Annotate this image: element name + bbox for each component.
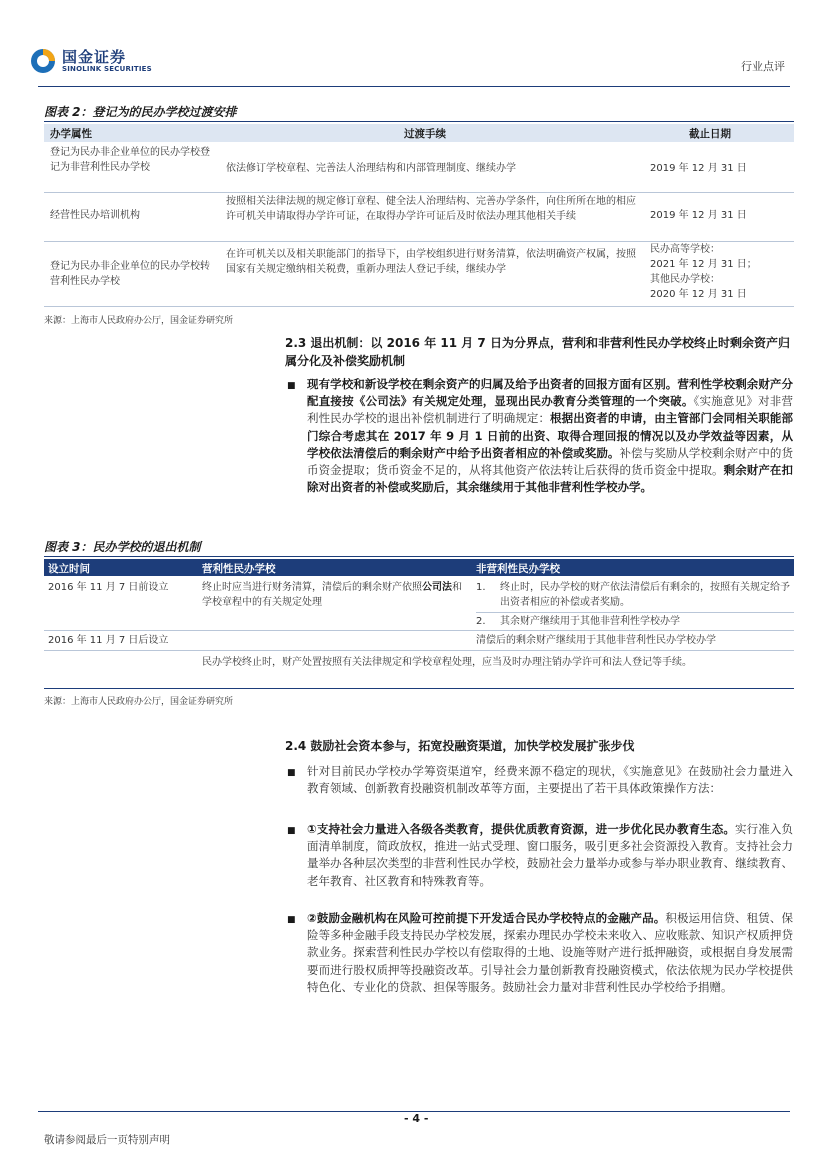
bullet-square-icon: ■: [287, 915, 296, 925]
table-3-cell-profit: [202, 580, 464, 610]
section-2-4-paragraph: 针对目前民办学校办学筹资渠道窄，经费来源不稳定的现状，《实施意见》在鼓励社会力量进入教育领域、创新教育投融资机制改革等方面，主要提出了若干具体政策操作方法：: [307, 764, 793, 796]
deadline-line: 2021 年 12 月 31 日；: [650, 259, 757, 270]
table-2-cell-attr: 登记为民办非企业单位的民办学校转营利性民办学校: [50, 261, 210, 287]
table-divider: [476, 612, 794, 613]
table-2-cell-proc: 按照相关法律法规的规定修订章程、健全法人治理结构、完善办学条件，向住所所在地的相应许可机关申请取得办学许可证，在取得办学许可证后及时依法办理其他相关手续: [226, 196, 636, 222]
figure-2-source: 来源：上海市人民政府办公厅，国金证券研究所: [44, 316, 234, 326]
table-divider: [44, 650, 794, 651]
body-text: 和学校章程中的有关规定处理: [202, 582, 462, 608]
table-3-cell-nonprofit: 清偿后的剩余财产继续用于其他非营利性民办学校办学: [476, 635, 716, 646]
table-3-cell-merged: 民办学校终止时，财产处置按照有关法律规定和学校章程处理，应当及时办理注销办学许可和法人登记等手续。: [202, 657, 692, 668]
figure-2-title: 图表 2：登记为的民办学校过渡安排: [44, 103, 794, 122]
logo-text-cn: 国金证券: [62, 48, 127, 66]
table-2-cell-deadline: [650, 242, 794, 302]
table-2-row: [44, 193, 794, 242]
section-2-4-paragraph: [307, 910, 793, 996]
document-type: 行业点评: [741, 60, 785, 73]
body-text: 终止时应当进行财务清算，清偿后的剩余财产依照: [202, 582, 422, 593]
section-2-3-heading: 2.3 退出机制：以 2016 年 11 月 7 日为分界点，营利和非营利性民办学校终止时剩余资产归属分化及补偿奖励机制: [285, 336, 790, 368]
logo-text-en: SINOLINK SECURITIES: [62, 65, 152, 73]
table-2-cell-proc: 依法修订学校章程、完善法人治理结构和内部管理制度、继续办学: [226, 163, 516, 174]
table-2-header: [44, 124, 794, 142]
emphasis-text: ①支持社会力量进入各级各类教育，提供优质教育资源，进一步优化民办教育生态。: [307, 822, 736, 836]
table-3-col-nonprofit: 非营利性民办学校: [476, 563, 560, 575]
bullet-square-icon: ■: [287, 826, 296, 836]
table-3-header: [44, 559, 794, 576]
table-2-row: [44, 144, 794, 193]
table-2-row: [44, 242, 794, 307]
table-divider: [44, 630, 794, 631]
emphasis-text: ②鼓励金融机构在风险可控前提下开发适合民办学校特点的金融产品。: [307, 911, 666, 925]
table-3-cell-nonprofit: 其余财产继续用于其他非营利性学校办学: [500, 616, 680, 627]
bullet-square-icon: ■: [287, 381, 296, 391]
body-text: 积极运用信贷、租赁、保险等多种金融手段支持民办学校发展，探索办理民办学校未来收入、应收账款、知识产权质押贷款业务。探索营利性民办学校以有偿取得的土地、设施等财产进行抵押融资，或根据自身发展需要而进行股权质押等投融资改革。引导社会力量创新教育投融资模式，依法依规为民办学校提供特色化、专业化的贷款、担保等服务。鼓励社会力量对非营利性民办学校给予捐赠。: [307, 911, 794, 994]
section-2-4-heading: 2.4 鼓励社会资本参与，拓宽投融资渠道，加快学校发展扩张步伐: [285, 739, 635, 753]
deadline-line: 2020 年 12 月 31 日: [650, 289, 747, 300]
table-divider: [44, 688, 794, 689]
body-text: 《实施意见》对非营利性民办学校的退出补偿机制进行了明确规定：: [307, 394, 794, 426]
table-2-cell-attr: 经营性民办培训机构: [50, 210, 140, 221]
page-number: - 4 -: [400, 1112, 432, 1125]
body-text: 补偿与奖励从学校剩余财产中的货币资金提取；货币资金不足的，从将其他资产依法转让后获得的货币资金中提取。: [307, 445, 794, 478]
table-2-cell-deadline: 2019 年 12 月 31 日: [650, 210, 747, 221]
header-divider: [38, 86, 790, 87]
table-3-cell-nonprofit: 终止时，民办学校的财产依法清偿后有剩余的，按照有关规定给予出资者相应的补偿或者奖励。: [500, 582, 790, 608]
table-2-col-proc: 过渡手续: [404, 128, 446, 140]
figure-3-title: 图表 3：民办学校的退出机制: [44, 538, 794, 557]
table-2-col-attr: 办学属性: [50, 128, 92, 140]
table-3-col-profit: 营利性民办学校: [202, 563, 276, 575]
emphasis-text: 现有学校和新设学校在剩余资产的归属及给予出资者的回报方面有区别。营利性学校剩余财产分配直接按《公司法》有关规定处理，显现出民办教育分类管理的一个突破。: [307, 377, 793, 409]
emphasis-text: 根据出资者的申请，由主管部门会同相关职能部门综合考虑其在 2017 年 9 月 1 日前的出资、取得合理回报的情况以及办学效益等因素，从学校依法清偿后的剩余财产中给予出资者相应的补偿或奖励。: [307, 411, 794, 460]
table-2-col-deadline: 截止日期: [689, 128, 731, 140]
table-3-cell-time: 2016 年 11 月 7 日前设立: [48, 582, 169, 593]
bullet-square-icon: ■: [287, 768, 296, 778]
company-logo: [30, 44, 170, 80]
logo-mark-icon: [30, 48, 56, 74]
body-text: 实行准入负面清单制度，简政放权，推进一站式受理、窗口服务，吸引更多社会资源投入教育。支持社会力量举办各种层次类型的非营利性民办学校，鼓励社会力量举办或参与举办职业教育、继续教育、老年教育、社区教育和特殊教育等。: [307, 822, 794, 888]
emphasis-text: 剩余财产在扣除对出资者的补偿或奖励后，其余继续用于其他非营利性学校办学。: [307, 463, 794, 495]
section-2-4-paragraph: [307, 821, 793, 890]
table-2-cell-attr: 登记为民办非企业单位的民办学校登记为非营利性民办学校: [50, 147, 210, 173]
list-number: 1.: [476, 582, 486, 593]
list-number: 2.: [476, 616, 486, 627]
deadline-line: 民办高等学校：: [650, 244, 720, 255]
table-3-col-time: 设立时间: [48, 563, 90, 575]
table-2-cell-deadline: 2019 年 12 月 31 日: [650, 163, 747, 174]
table-2-cell-proc: 在许可机关以及相关职能部门的指导下，由学校组织进行财务清算，依法明确资产权属，按照国家有关规定缴纳相关税费，重新办理法人登记手续，继续办学: [226, 249, 636, 275]
disclaimer-note: 敬请参阅最后一页特别声明: [44, 1134, 170, 1146]
deadline-line: 其他民办学校：: [650, 274, 720, 285]
figure-3-source: 来源：上海市人民政府办公厅，国金证券研究所: [44, 697, 234, 707]
table-3-cell-time: 2016 年 11 月 7 日后设立: [48, 635, 169, 646]
section-2-3-paragraph: [307, 376, 793, 496]
emphasis-text: 公司法: [422, 582, 452, 593]
